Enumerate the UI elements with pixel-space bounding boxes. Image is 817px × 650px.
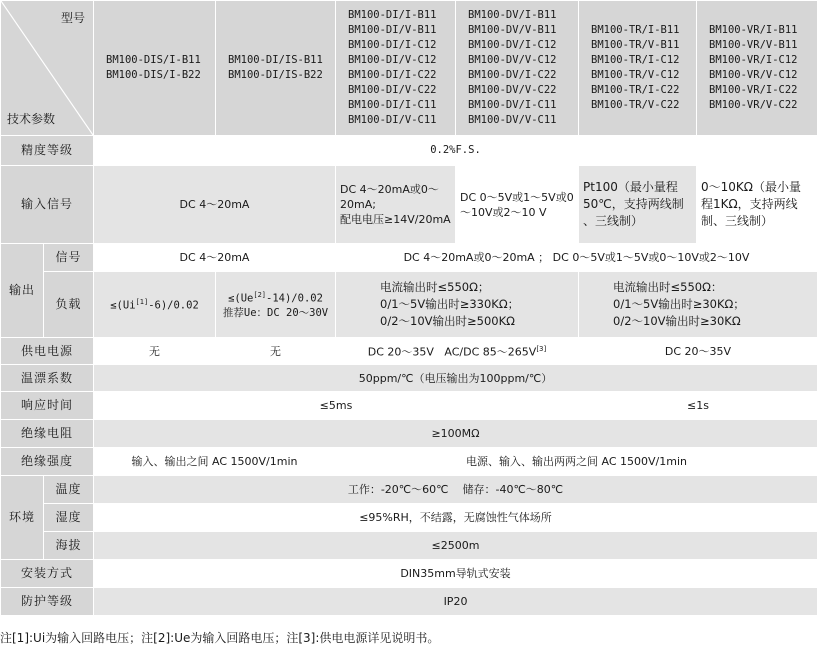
load-b <box>336 272 579 338</box>
model-code: BM100-DI/I-C12 <box>348 39 437 51</box>
model-code: BM100-TR/I-C22 <box>591 84 680 96</box>
output-signal-label: 信号 <box>44 244 94 272</box>
model-code: BM100-DIS/I-B22 <box>106 69 201 81</box>
load-line: 电流输出时≤550Ω： <box>613 280 723 294</box>
power-text: DC 20～35V AC/DC 85～265V <box>367 345 537 359</box>
input-line: DC 0～5V或1～5V或0 <box>460 190 574 204</box>
model-code: BM100-VR/I-C12 <box>709 54 798 66</box>
model-code: BM100-TR/I-C12 <box>591 54 680 66</box>
model-code: BM100-DI/I-C22 <box>348 69 437 81</box>
model-code: BM100-VR/V-B11 <box>709 39 798 51</box>
insulation-s-a: 输入、输出之间 AC 1500V/1min <box>94 448 336 476</box>
model-code: BM100-TR/I-B11 <box>591 24 680 36</box>
model-code: BM100-DV/I-C11 <box>468 99 557 111</box>
footnote-mark: [3] <box>536 345 547 354</box>
protection-label: 防护等级 <box>1 588 94 616</box>
input-vr <box>697 166 817 244</box>
footnote-mark: [2] <box>253 290 267 299</box>
input-di <box>336 166 456 244</box>
env-humidity-value: ≤95%RH，不结露，无腐蚀性气体场所 <box>94 504 817 532</box>
model-code: BM100-DI/IS-B11 <box>228 54 323 66</box>
model-code: BM100-DI/V-C12 <box>348 54 437 66</box>
load-text: -6)/0.02 <box>148 299 199 312</box>
power-dis: 无 <box>94 338 216 365</box>
row-output-signal <box>1 244 817 272</box>
response-label: 响应时间 <box>1 392 94 420</box>
row-env-humidity <box>1 504 817 532</box>
row-power <box>1 338 817 365</box>
model-code: BM100-VR/I-C22 <box>709 84 798 96</box>
model-code: BM100-DI/V-B11 <box>348 24 437 36</box>
input-line: 程1KΩ，支持两线 <box>701 197 798 211</box>
output-signal-b: DC 4～20mA或0～20mA ； DC 0～5V或1～5V或0～10V或2～10V <box>336 244 817 272</box>
model-code: BM100-DI/I-C11 <box>348 99 437 111</box>
load-text: 推荐Ue：DC 20～30V <box>222 307 329 320</box>
load-dis <box>94 272 216 338</box>
input-line: 配电电压≥14V/20mA <box>340 213 451 226</box>
model-code: BM100-TR/V-C22 <box>591 99 680 111</box>
models-dis <box>94 1 216 136</box>
temp-coef-label: 温漂系数 <box>1 365 94 392</box>
load-diis <box>216 272 336 338</box>
load-line: 0/2～10V输出时≥500KΩ <box>380 314 515 328</box>
insulation-r-value: ≥100MΩ <box>94 420 817 448</box>
header-row <box>1 1 817 136</box>
models-tr <box>579 1 697 136</box>
model-code: BM100-DIS/I-B11 <box>106 54 201 66</box>
model-code: BM100-DV/V-C22 <box>468 84 557 96</box>
output-signal-a: DC 4～20mA <box>94 244 336 272</box>
row-protection <box>1 588 817 616</box>
load-text: ≤(Ue <box>228 292 254 305</box>
model-code: BM100-DV/V-C11 <box>468 114 557 126</box>
response-a: ≤5ms <box>94 392 579 420</box>
header-corner <box>1 1 94 136</box>
env-altitude-label: 海拔 <box>44 532 94 560</box>
row-env-altitude <box>1 532 817 560</box>
input-line: ～10V或2～10 V <box>460 205 547 219</box>
model-code: BM100-DV/I-C12 <box>468 39 557 51</box>
row-output-load <box>1 272 817 338</box>
load-line: 0/2～10V输出时≥30KΩ <box>613 314 741 328</box>
corner-params-label: 技术参数 <box>7 112 56 126</box>
load-line: 0/1～5V输出时≥30KΩ； <box>613 297 745 311</box>
env-altitude-value: ≤2500m <box>94 532 817 560</box>
power-diis: 无 <box>216 338 336 365</box>
input-dv <box>456 166 579 244</box>
temp-coef-value: 50ppm/℃（电压输出为100ppm/℃） <box>94 365 817 392</box>
accuracy-value: 0.2%F.S. <box>94 136 817 166</box>
row-accuracy <box>1 136 817 166</box>
models-di <box>336 1 456 136</box>
power-label: 供电电源 <box>1 338 94 365</box>
input-tr <box>579 166 697 244</box>
model-code: BM100-TR/V-C12 <box>591 69 680 81</box>
row-response <box>1 392 817 420</box>
input-line: 制、三线制） <box>701 214 774 228</box>
input-line: 、三线制） <box>583 214 644 228</box>
insulation-s-b: 电源、输入、输出两两之间 AC 1500V/1min <box>336 448 817 476</box>
row-temp-coef <box>1 365 817 392</box>
model-code: BM100-VR/V-C12 <box>709 69 798 81</box>
input-line: Pt100（最小量程 <box>583 180 678 194</box>
model-code: BM100-DI/I-B11 <box>348 9 437 21</box>
power-mid <box>336 338 579 365</box>
accuracy-label: 精度等级 <box>1 136 94 166</box>
input-line: 0～10KΩ（最小量 <box>701 180 801 194</box>
footnote-mark: [1] <box>135 298 149 307</box>
input-dc420: DC 4～20mA <box>94 166 336 244</box>
power-right: DC 20～35V <box>579 338 817 365</box>
row-env-temp <box>1 476 817 504</box>
env-temp-value: 工作：-20℃～60℃ 储存：-40℃～80℃ <box>94 476 817 504</box>
model-code: BM100-VR/I-B11 <box>709 24 798 36</box>
model-code: BM100-DI/IS-B22 <box>228 69 323 81</box>
load-line: 电流输出时≤550Ω； <box>380 280 490 294</box>
env-temp-label: 温度 <box>44 476 94 504</box>
input-line: 50℃，支持两线制 <box>583 197 684 211</box>
footnote: 注[1]:Ui为输入回路电压；注[2]:Ue为输入回路电压；注[3]:供电电源详见说明书。 <box>0 631 440 645</box>
model-code: BM100-TR/V-B11 <box>591 39 680 51</box>
row-mounting <box>1 560 817 588</box>
models-vr <box>697 1 817 136</box>
row-input <box>1 166 817 244</box>
row-insulation-r <box>1 420 817 448</box>
models-dv <box>456 1 579 136</box>
insulation-r-label: 绝缘电阻 <box>1 420 94 448</box>
output-label: 输出 <box>1 244 44 338</box>
input-label: 输入信号 <box>1 166 94 244</box>
mounting-label: 安装方式 <box>1 560 94 588</box>
protection-value: IP20 <box>94 588 817 616</box>
model-code: BM100-DI/V-C11 <box>348 114 437 126</box>
response-b: ≤1s <box>579 392 817 420</box>
model-code: BM100-DI/V-C22 <box>348 84 437 96</box>
input-line: 20mA; <box>340 198 376 211</box>
output-load-label: 负载 <box>44 272 94 338</box>
model-code: BM100-DV/V-C12 <box>468 54 557 66</box>
model-code: BM100-DV/I-B11 <box>468 9 557 21</box>
mounting-value: DIN35mm导轨式安装 <box>94 560 817 588</box>
model-code: BM100-DV/I-C22 <box>468 69 557 81</box>
load-c <box>579 272 817 338</box>
load-text: ≤(Ui <box>110 299 136 312</box>
input-line: DC 4～20mA或0～ <box>340 183 439 196</box>
models-diis <box>216 1 336 136</box>
model-code: BM100-VR/V-C22 <box>709 99 798 111</box>
load-text: -14)/0.02 <box>266 292 323 305</box>
row-insulation-s <box>1 448 817 476</box>
load-line: 0/1～5V输出时≥330KΩ； <box>380 297 520 311</box>
env-label: 环境 <box>1 476 44 560</box>
env-humidity-label: 湿度 <box>44 504 94 532</box>
corner-model-label: 型号 <box>60 11 85 25</box>
model-code: BM100-DV/V-B11 <box>468 24 557 36</box>
insulation-s-label: 绝缘强度 <box>1 448 94 476</box>
